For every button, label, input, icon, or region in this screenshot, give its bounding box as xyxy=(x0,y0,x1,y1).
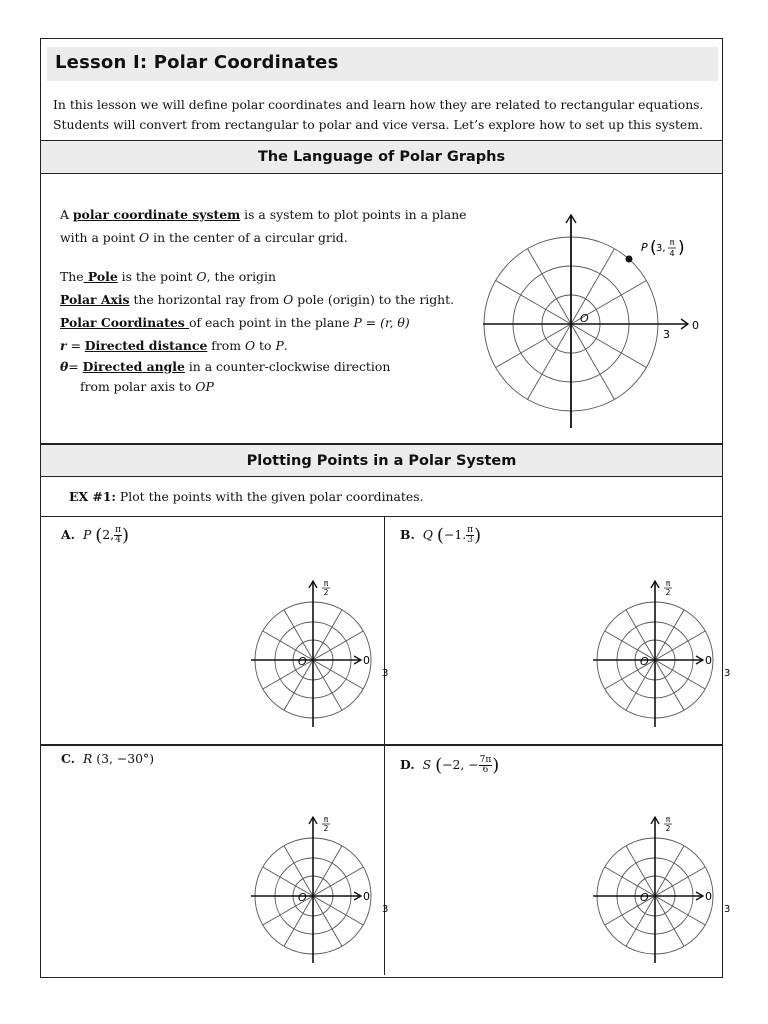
def-theta: θ= Directed angle in a counter-clockwise direction xyxy=(60,359,391,374)
grid-spoke xyxy=(313,660,363,689)
problem-a-label: A. P (2, $\frac{\pi}{4}$ ) xyxy=(61,525,130,546)
problem-b-label: B. Q (−1. $\frac{\pi}{3}$ ) xyxy=(400,525,482,546)
divider-middle xyxy=(41,744,722,746)
zero-angle-label: 0 xyxy=(363,654,370,667)
origin-label: O xyxy=(298,655,307,668)
origin-label: O xyxy=(580,312,589,325)
point-p-den: 4 xyxy=(669,249,675,258)
term-pole: Pole xyxy=(83,269,118,284)
paren-close: ) xyxy=(678,238,685,258)
radius-tick-label: 3 xyxy=(663,328,670,341)
grid-spoke xyxy=(313,846,342,896)
top-angle-num: π xyxy=(323,579,329,588)
zero-angle-label: 0 xyxy=(692,319,699,332)
worksheet xyxy=(40,38,731,978)
top-angle-num: π xyxy=(665,579,671,588)
term-polar-axis: Polar Axis xyxy=(60,292,130,307)
grid-spoke xyxy=(313,896,342,946)
grid-spoke xyxy=(655,846,684,896)
top-angle-num: π xyxy=(323,815,329,824)
origin-label: O xyxy=(298,891,307,904)
def-polar-axis: Polar Axis the horizontal ray from O pole (origin) to the right. xyxy=(60,292,455,307)
grid-spoke xyxy=(655,867,705,896)
section-header-language: The Language of Polar Graphs xyxy=(41,140,722,174)
radius-tick-label: 3 xyxy=(724,904,731,915)
grid-spoke xyxy=(571,324,615,399)
grid-spoke xyxy=(655,896,684,946)
grid-spoke xyxy=(655,896,705,925)
term-polar-coordinate-system: polar coordinate system xyxy=(72,207,241,222)
term-directed-angle: Directed angle xyxy=(82,359,185,374)
grid-spoke xyxy=(284,610,313,660)
grid-spoke xyxy=(496,324,571,368)
grid-spoke xyxy=(655,660,684,710)
grid-spoke xyxy=(528,249,572,324)
grid-spoke xyxy=(626,610,655,660)
def-r: r = Directed distance from O to P. xyxy=(60,338,288,353)
origin-label: O xyxy=(640,891,649,904)
divider-top xyxy=(41,516,722,517)
grid-spoke xyxy=(655,660,705,689)
grid-spoke xyxy=(313,867,363,896)
top-angle-den: 2 xyxy=(665,588,671,597)
radius-tick-label: 3 xyxy=(382,904,389,915)
grid-spoke xyxy=(284,846,313,896)
grid-spoke xyxy=(496,281,571,325)
grid-spoke xyxy=(571,324,646,368)
point-p-label: P xyxy=(641,241,648,254)
zero-angle-label: 0 xyxy=(363,890,370,903)
problem-c-label: C. R (3, −30°) xyxy=(61,751,155,766)
problem-d-label: D. S (−2, − $\frac{7\pi}{6}$ ) xyxy=(400,755,500,776)
grid-spoke xyxy=(313,660,342,710)
grid-spoke xyxy=(655,610,684,660)
polar-graph-main xyxy=(477,211,722,436)
zero-angle-label: 0 xyxy=(705,654,712,667)
term-directed-distance: Directed distance xyxy=(84,338,208,353)
radius-tick-label: 3 xyxy=(724,668,731,679)
grid-spoke xyxy=(313,610,342,660)
title-bar xyxy=(47,47,718,81)
def-theta-cont: from polar axis to OP xyxy=(80,379,214,394)
language-definitions xyxy=(60,203,480,397)
grid-spoke xyxy=(313,631,363,660)
point-p-num: π xyxy=(669,238,675,247)
paren-open: ( xyxy=(650,238,657,258)
point-p-marker xyxy=(626,256,633,263)
def-line-1: A polar coordinate system is a system to plot points in a plane xyxy=(60,207,467,222)
polar-graph-b xyxy=(551,571,731,731)
grid-spoke xyxy=(571,249,615,324)
example-instruction: EX #1: Plot the points with the given polar coordinates. xyxy=(69,489,424,504)
grid-spoke xyxy=(655,631,705,660)
polar-graph-d xyxy=(551,807,731,967)
grid-spoke xyxy=(626,846,655,896)
polar-graph-a xyxy=(209,571,389,731)
grid-spoke xyxy=(528,324,572,399)
section-header-plotting: Plotting Points in a Polar System xyxy=(41,443,722,477)
page-title: Lesson I: Polar Coordinates xyxy=(55,52,339,73)
def-polar-coordinates: Polar Coordinates of each point in the plane P = (r, θ) xyxy=(60,315,410,330)
top-angle-den: 2 xyxy=(323,824,329,833)
intro-paragraph: In this lesson we will define polar coordinates and learn how they are related to rectangular equations. Students will convert from rectangular to polar and vice versa. Let’s explore how to set up this system. xyxy=(53,97,704,132)
zero-angle-label: 0 xyxy=(705,890,712,903)
top-angle-den: 2 xyxy=(323,588,329,597)
def-pole: The Pole is the point O, the origin xyxy=(60,269,276,284)
def-line-2: with a point O in the center of a circular grid. xyxy=(60,230,348,245)
radius-tick-label: 3 xyxy=(382,668,389,679)
top-angle-den: 2 xyxy=(665,824,671,833)
polar-graph-c xyxy=(209,807,389,967)
origin-label: O xyxy=(640,655,649,668)
top-angle-num: π xyxy=(665,815,671,824)
grid-spoke xyxy=(313,896,363,925)
term-polar-coordinates: Polar Coordinates xyxy=(60,315,190,330)
point-p-r: 3, xyxy=(656,243,666,254)
